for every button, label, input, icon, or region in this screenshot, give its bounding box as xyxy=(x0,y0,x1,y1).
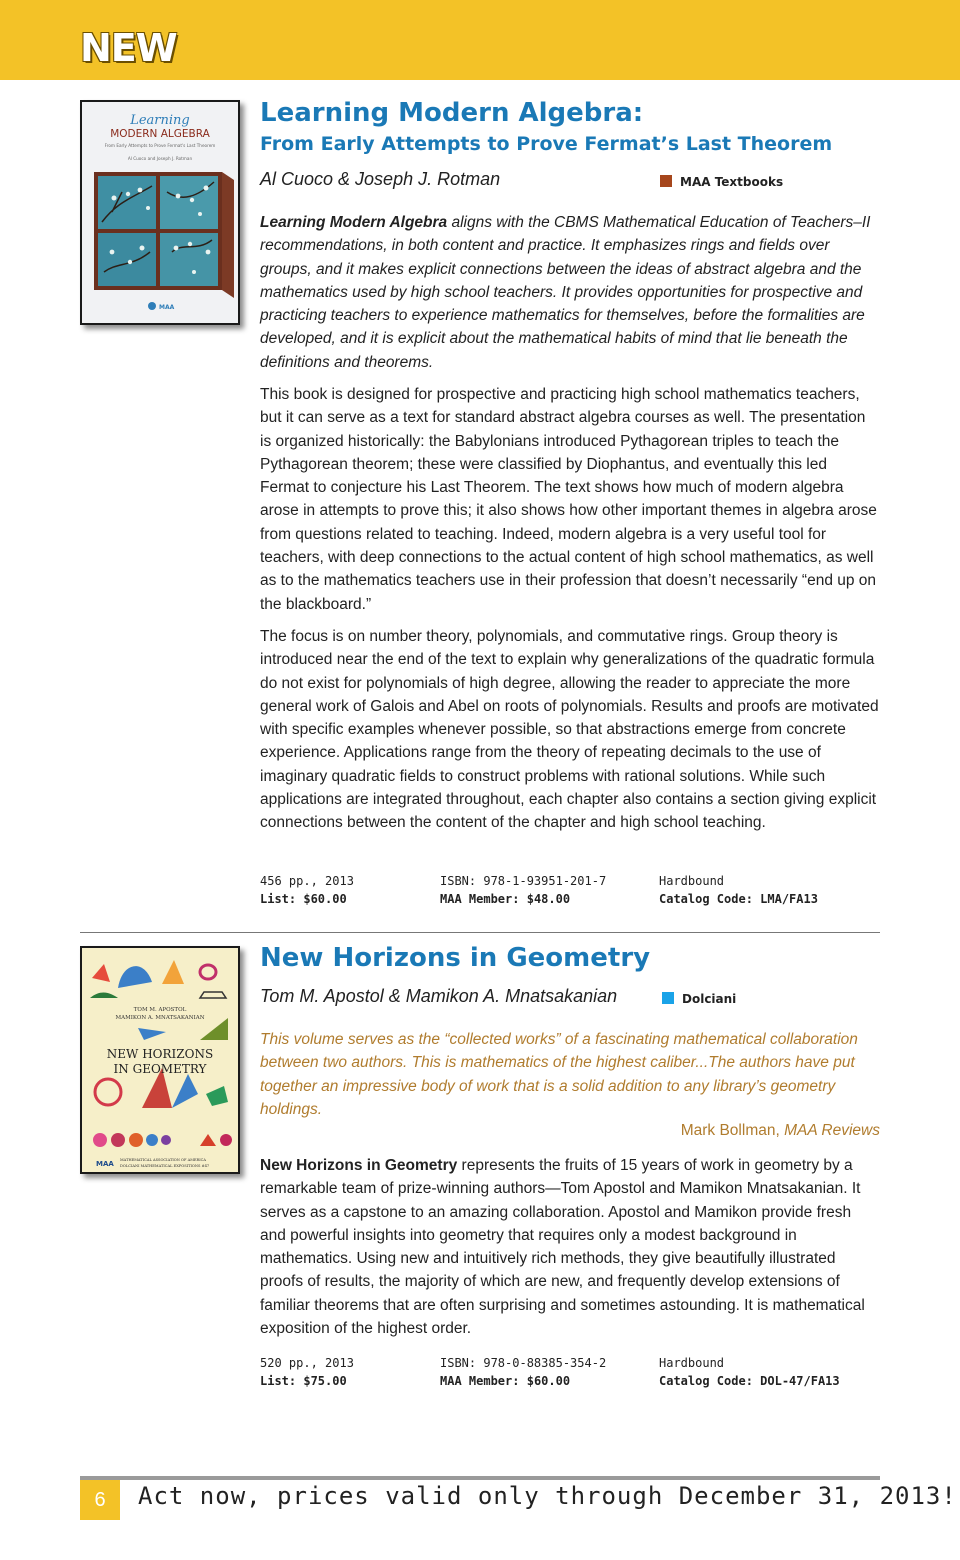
series-color-square xyxy=(662,992,674,1004)
list-label: List: xyxy=(260,1374,297,1388)
binding: Hardbound xyxy=(659,1356,725,1370)
book-paragraph: The focus is on number theory, polynomials, and commutative rings. Group theory is introduced near the end of the text to explain why generalizations of the quadratic formula do not exist for polynomials of high degree, allowing the reader to appreciate the more general work of Galois and Abel on roots of polynomials. Results and proofs are motivated with specific examples whenever possible, so that abstractions emerge from concrete experience. Applications range from the theory of repeating decimals to the use of imaginary quadratic fields to construct problems with rational solutions. While such applications are integrated throughout, each chapter also contains a section giving explicit connections between the content of the chapter and high school teaching. xyxy=(260,628,879,832)
cover-author-2: MAMIKON A. MNATSAKANIAN xyxy=(115,1015,205,1021)
cover-window-illustration xyxy=(94,172,234,298)
catalog-code: LMA/FA13 xyxy=(760,892,818,906)
catalog-label: Catalog Code: xyxy=(659,1374,753,1388)
quote-attribution xyxy=(681,1122,880,1140)
isbn-member xyxy=(440,872,606,908)
book-cover-new-horizons-in-geometry xyxy=(80,946,240,1174)
cover-publisher-1: MATHEMATICAL ASSOCIATION OF AMERICA xyxy=(120,1158,206,1162)
quote-source: MAA Reviews xyxy=(784,1122,880,1139)
series-label: Dolciani xyxy=(682,992,737,1006)
isbn: ISBN: 978-1-93951-201-7 xyxy=(440,874,607,888)
pages-price xyxy=(260,1354,354,1390)
page-number: 6 xyxy=(80,1480,120,1520)
cover-maa-logo xyxy=(148,302,156,310)
book-intro xyxy=(260,211,880,374)
member-price: $60.00 xyxy=(526,1374,571,1388)
new-label: NEW xyxy=(80,26,177,70)
cover-author-1: TOM M. APOSTOL xyxy=(133,1007,187,1013)
book-authors: Tom M. Apostol & Mamikon A. Mnatsakanian xyxy=(260,986,618,1006)
book-cover-learning-modern-algebra xyxy=(80,100,240,325)
book-paragraph: This book is designed for prospective and practicing high school mathematics teachers, but it can serve as a text for standard abstract algebra courses as well. The presentation is organized historically: the Babylonians introduced Pythagorean triples to teach the Pythagorean theorem; these were classified by Diophantus, and eventually this led Fermat to conjecture his Last Theorem. The text shows how much of modern algebra arose in attempts to prove this; it also shows how other important themes in algebra arose from questions related to teaching. Indeed, modern algebra is a very useful tool for teachers, with deep connections to the actual content of high school mathematics, as well as to the mathematics teachers use in their profession that doesn’t necessarily “end up on the blackboard.” xyxy=(260,386,877,613)
cover-logo: MAA xyxy=(96,1160,114,1168)
cover-publisher-2: DOLCIANI MATHEMATICAL EXPOSITIONS #47 xyxy=(120,1164,210,1168)
footer-rule xyxy=(80,1476,880,1480)
series-label: MAA Textbooks xyxy=(680,175,784,189)
cover-authors: Al Cuoco and Joseph J. Rotman xyxy=(127,156,193,161)
intro-text: represents the fruits of 15 years of work in geometry by a remarkable team of prize-winning authors—Tom Apostol and Mamikon Mnatsakanian. It serves as a capstone to an amazing collaboration. Apostol and Mamikon provide fresh and powerful insights into geometry that requires only a modest background in mathematics. Using new and intuitively rich methods, they give beautifully illustrated proofs of results, the majority of which are new, and frequently develop extensions of familiar theorems that are often surprising and sometimes astounding. It is mathematical exposition of the highest order. xyxy=(260,1157,865,1338)
member-label: MAA Member: xyxy=(440,892,520,906)
series-tag xyxy=(662,992,736,1006)
list-label: List: xyxy=(260,892,297,906)
footer-promo: Act now, prices valid only through December 31, 2013! xyxy=(138,1482,957,1510)
book-title: New Horizons in Geometry xyxy=(260,943,651,973)
series-tag xyxy=(660,175,783,189)
cover-subtitle: From Early Attempts to Prove Fermat's Last Theorem xyxy=(104,143,216,148)
book-title: Learning Modern Algebra: xyxy=(260,98,644,128)
catalog-code: DOL-47/FA13 xyxy=(760,1374,840,1388)
book-intro xyxy=(260,1154,880,1340)
intro-text: aligns with the CBMS Mathematical Education of Teachers–II recommendations, in both content and practice. It emphasizes rings and fields over groups, and it makes explicit connections between the ideas of abstract algebra and the mathematics used by high school teachers. It provides opportunities for prospective and practicing teachers to experience mathematics for themselves, before the formalities are developed, and it is explicit about the mathematical habits of mind that lie beneath the definitions and theorems. xyxy=(260,214,871,371)
binding-catalog xyxy=(659,1354,840,1390)
catalog-label: Catalog Code: xyxy=(659,892,753,906)
page-count: 456 pp., 2013 xyxy=(260,874,354,888)
intro-title: New Horizons in Geometry xyxy=(260,1157,458,1174)
member-price: $48.00 xyxy=(526,892,571,906)
member-label: MAA Member: xyxy=(440,1374,520,1388)
cover-main-title: MODERN ALGEBRA xyxy=(110,128,210,140)
pages-price xyxy=(260,872,354,908)
review-quote: This volume serves as the “collected works” of a fascinating mathematical collaboration between two authors. This is mathematics of the highest caliber...The authors have put together an impressive body of work that is a solid addition to any library’s geometry holdings. xyxy=(260,1031,858,1118)
header-banner xyxy=(0,0,960,80)
cover-title-1: NEW HORIZONS xyxy=(106,1047,214,1061)
book-subtitle: From Early Attempts to Prove Fermat’s Last Theorem xyxy=(260,133,833,155)
series-color-square xyxy=(660,175,672,187)
quote-author: Mark Bollman, xyxy=(680,1122,780,1139)
binding: Hardbound xyxy=(659,874,725,888)
cover-script-title: Learning xyxy=(130,113,190,128)
cover-publisher: MAA xyxy=(159,304,175,311)
intro-title: Learning Modern Algebra xyxy=(260,214,448,231)
binding-catalog xyxy=(659,872,818,908)
book-authors: Al Cuoco & Joseph J. Rotman xyxy=(260,169,501,189)
isbn-member xyxy=(440,1354,606,1390)
page-count: 520 pp., 2013 xyxy=(260,1356,354,1370)
list-price: $75.00 xyxy=(303,1374,347,1388)
isbn: ISBN: 978-0-88385-354-2 xyxy=(440,1356,607,1370)
section-divider xyxy=(80,932,880,933)
cover-title-2: IN GEOMETRY xyxy=(113,1062,207,1076)
list-price: $60.00 xyxy=(303,892,347,906)
